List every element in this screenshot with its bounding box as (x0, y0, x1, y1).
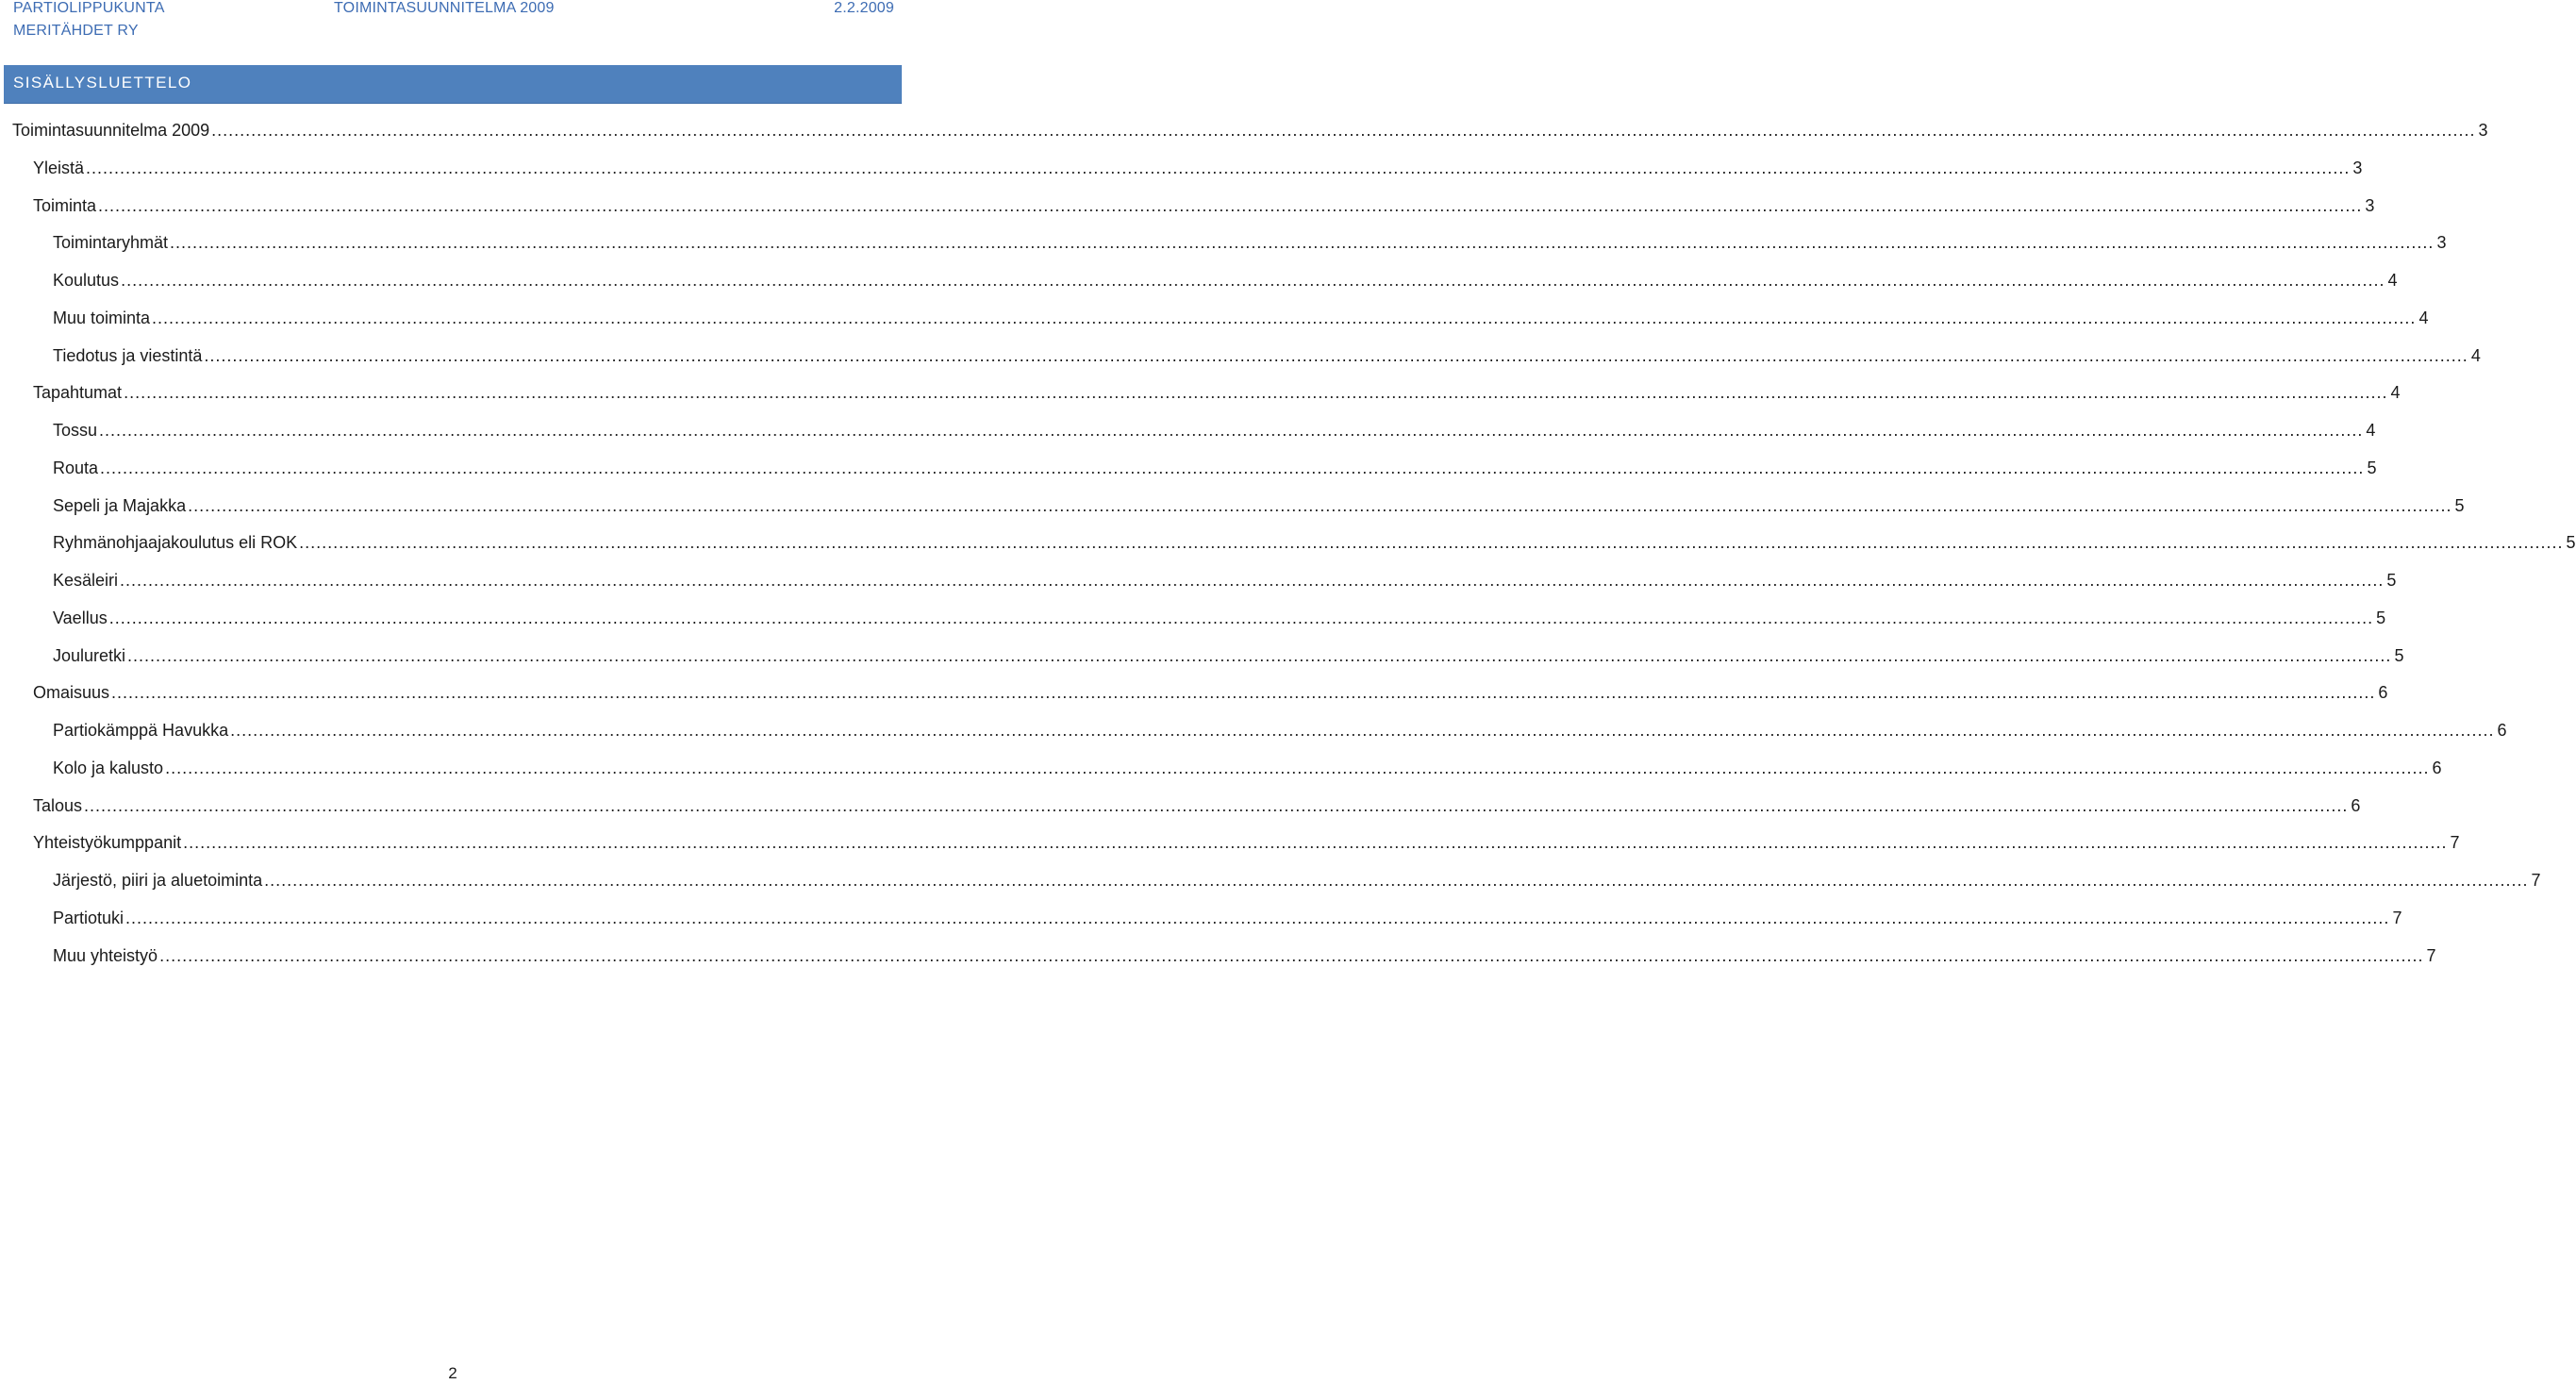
toc-entry-label: Yleistä (33, 158, 85, 177)
toc-entry-label: Muu yhteistyö (53, 945, 158, 965)
organization-name-line1: PARTIOLIPPUKUNTA (13, 0, 165, 16)
toc-entry-page: 4 (2366, 421, 2376, 440)
toc-entry[interactable] (33, 677, 2388, 704)
toc-leader-dots: ................................................................................................................................................................................................................................................................................................................................................................................................................ (204, 345, 2468, 365)
toc-entry-label: Vaellus (53, 608, 108, 627)
toc-entry-page: 6 (2432, 758, 2442, 777)
organization-name-line2: MERITÄHDET RY (13, 23, 139, 39)
toc-leader-dots: ................................................................................................................................................................................................................................................................................................................................................................................................................ (108, 608, 2374, 627)
page-header (0, 0, 906, 45)
toc-entry-label: Tapahtumat (33, 383, 123, 403)
toc-entry-page: 6 (2351, 795, 2361, 815)
toc-entry[interactable] (53, 527, 2576, 554)
toc-entry-page: 4 (2470, 345, 2481, 365)
toc-entry[interactable] (53, 341, 2481, 367)
toc-entry-label: Routa (53, 458, 99, 477)
toc-entry-label: Yhteistyökumppanit (33, 833, 182, 853)
toc-entry[interactable] (53, 265, 2398, 292)
toc-entry-page: 6 (2497, 721, 2507, 740)
toc-entry[interactable] (53, 941, 2436, 967)
toc-entry-label: Tossu (53, 421, 98, 440)
toc-entry-label: Kolo ja kalusto (53, 758, 164, 777)
toc-leader-dots: ................................................................................................................................................................................................................................................................................................................................................................................................................ (299, 533, 2564, 553)
toc-entry-label: Toimintaryhmät (53, 233, 169, 253)
toc-entry-page: 3 (2365, 195, 2375, 215)
toc-leader-dots: ................................................................................................................................................................................................................................................................................................................................................................................................................ (230, 721, 2495, 740)
toc-leader-dots: ................................................................................................................................................................................................................................................................................................................................................................................................................ (125, 908, 2390, 927)
toc-entry-page: 6 (2378, 683, 2388, 703)
toc-entry-page: 4 (2387, 271, 2398, 290)
toc-entry[interactable] (53, 903, 2402, 929)
page-number: 2 (448, 1364, 457, 1382)
toc-heading-banner (4, 65, 902, 104)
toc-entry-page: 5 (2454, 495, 2465, 515)
toc-leader-dots: ................................................................................................................................................................................................................................................................................................................................................................................................................ (170, 233, 2435, 253)
toc-leader-dots: ................................................................................................................................................................................................................................................................................................................................................................................................................ (165, 758, 2430, 777)
toc-entry-page: 5 (2367, 458, 2377, 477)
toc-entry-page: 5 (2386, 571, 2397, 590)
toc-entry-page: 3 (2436, 233, 2447, 253)
toc-entry[interactable] (53, 641, 2404, 667)
toc-leader-dots: ................................................................................................................................................................................................................................................................................................................................................................................................................ (124, 383, 2388, 403)
toc-entry[interactable] (53, 715, 2507, 742)
toc-entry-page: 3 (2478, 121, 2488, 140)
toc-entry[interactable] (53, 753, 2442, 779)
toc-leader-dots: ................................................................................................................................................................................................................................................................................................................................................................................................................ (100, 458, 2365, 477)
document-title: TOIMINTASUUNNITELMA 2009 (334, 0, 555, 16)
toc-entry-page: 7 (2426, 945, 2436, 965)
toc-entry-label: Tiedotus ja viestintä (53, 345, 203, 365)
toc-entry-page: 4 (2418, 308, 2429, 327)
toc-entry-label: Ryhmänohjaajakoulutus eli ROK (53, 533, 298, 553)
toc-entry[interactable] (53, 303, 2429, 329)
toc-entry[interactable] (12, 115, 2488, 142)
toc-entry-page: 5 (2566, 533, 2576, 553)
toc-entry[interactable] (33, 377, 2401, 404)
toc-entry-label: Koulutus (53, 271, 120, 290)
toc-leader-dots: ................................................................................................................................................................................................................................................................................................................................................................................................................ (84, 795, 2349, 815)
toc-entry[interactable] (53, 865, 2541, 892)
toc-leader-dots: ................................................................................................................................................................................................................................................................................................................................................................................................................ (98, 195, 2363, 215)
toc-entry-label: Toimintasuunnitelma 2009 (12, 121, 210, 140)
toc-entry-page: 7 (2450, 833, 2460, 853)
toc-entry[interactable] (33, 191, 2375, 217)
toc-entry[interactable] (53, 603, 2386, 629)
toc-entry-label: Jouluretki (53, 645, 126, 665)
toc-leader-dots: ................................................................................................................................................................................................................................................................................................................................................................................................................ (111, 683, 2376, 703)
toc-leader-dots: ................................................................................................................................................................................................................................................................................................................................................................................................................ (211, 121, 2476, 140)
toc-leader-dots: ................................................................................................................................................................................................................................................................................................................................................................................................................ (99, 421, 2364, 440)
toc-entry-label: Talous (33, 795, 83, 815)
toc-leader-dots: ................................................................................................................................................................................................................................................................................................................................................................................................................ (264, 871, 2529, 890)
toc-entry[interactable] (33, 153, 2363, 179)
document-date: 2.2.2009 (834, 0, 894, 16)
toc-entry-label: Omaisuus (33, 683, 110, 703)
toc-entry[interactable] (53, 491, 2465, 517)
toc-entry[interactable] (53, 453, 2377, 479)
toc-entry-label: Järjestö, piiri ja aluetoiminta (53, 871, 263, 890)
toc-leader-dots: ................................................................................................................................................................................................................................................................................................................................................................................................................ (152, 308, 2417, 327)
toc-entry-label: Toiminta (33, 195, 97, 215)
toc-entry-label: Partiotuki (53, 908, 125, 927)
toc-entry[interactable] (33, 791, 2361, 817)
toc-leader-dots: ................................................................................................................................................................................................................................................................................................................................................................................................................ (183, 833, 2448, 853)
toc-entry-page: 3 (2352, 158, 2363, 177)
toc-entry-label: Kesäleiri (53, 571, 119, 590)
toc-entry-label: Sepeli ja Majakka (53, 495, 187, 515)
toc-entry-label: Muu toiminta (53, 308, 151, 327)
toc-entry[interactable] (53, 227, 2447, 254)
toc-entry[interactable] (53, 565, 2397, 592)
toc-entry-page: 7 (2392, 908, 2402, 927)
organization-name (13, 0, 165, 42)
toc-leader-dots: ................................................................................................................................................................................................................................................................................................................................................................................................................ (159, 945, 2424, 965)
toc-entry-page: 5 (2376, 608, 2386, 627)
toc-leader-dots: ................................................................................................................................................................................................................................................................................................................................................................................................................ (127, 645, 2392, 665)
toc-entry-label: Partiokämppä Havukka (53, 721, 229, 740)
toc-leader-dots: ................................................................................................................................................................................................................................................................................................................................................................................................................ (188, 495, 2452, 515)
toc-entry[interactable] (53, 415, 2376, 442)
toc-entry[interactable] (33, 827, 2460, 854)
toc-entry-page: 5 (2394, 645, 2404, 665)
toc-entry-page: 7 (2531, 871, 2541, 890)
toc-leader-dots: ................................................................................................................................................................................................................................................................................................................................................................................................................ (86, 158, 2351, 177)
toc-leader-dots: ................................................................................................................................................................................................................................................................................................................................................................................................................ (120, 571, 2385, 590)
toc-entry-page: 4 (2390, 383, 2401, 403)
toc-leader-dots: ................................................................................................................................................................................................................................................................................................................................................................................................................ (121, 271, 2385, 290)
toc-heading: SISÄLLYSLUETTELO (13, 74, 192, 92)
